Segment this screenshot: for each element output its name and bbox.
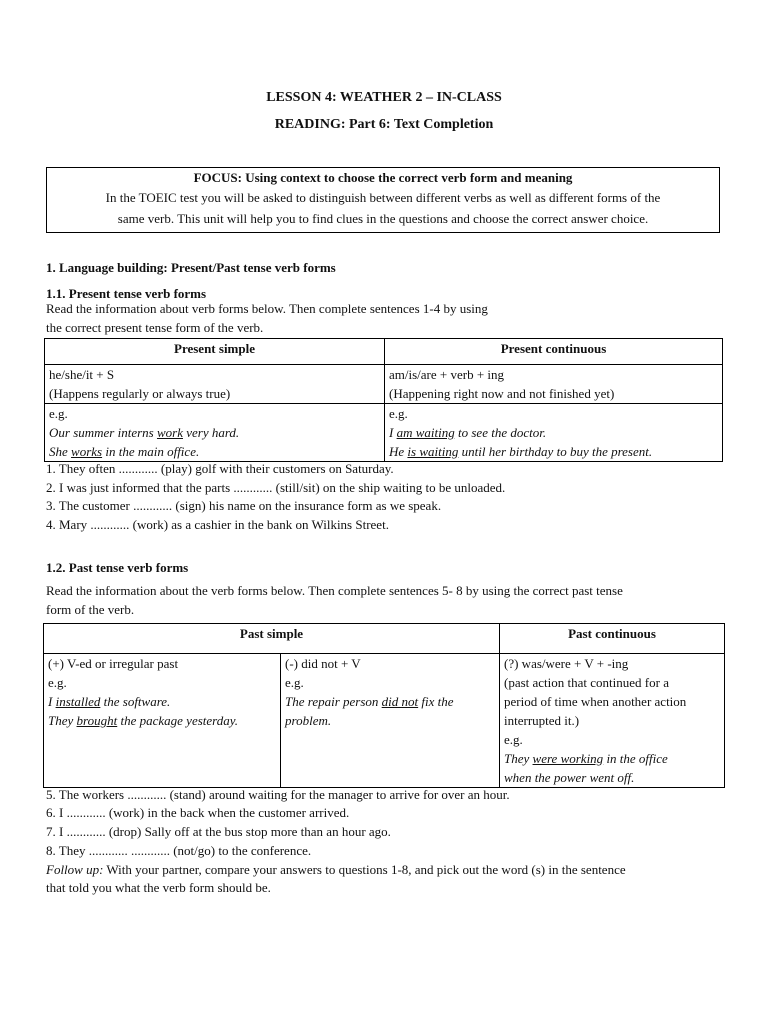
present-simple-header: Present simple	[45, 339, 385, 365]
focus-heading: FOCUS: Using context to choose the correct verb form and meaning	[193, 170, 573, 185]
section-1-1-intro-line-2: the correct present tense form of the verb.	[46, 320, 264, 335]
focus-body-line-1: In the TOEIC test you will be asked to distinguish between different verbs as well as different forms of the	[105, 190, 661, 205]
present-tense-table	[44, 338, 723, 462]
past-simple-negative: (-) did not + V e.g. The repair person did not fix the problem.	[281, 654, 500, 788]
present-simple-rule: he/she/it + S (Happens regularly or always true)	[45, 365, 385, 404]
past-simple-header: Past simple	[44, 624, 500, 654]
follow-up-line-1: Follow up: With your partner, compare your answers to questions 1-8, and pick out the word (s) in the sentence	[46, 862, 626, 877]
present-continuous-header: Present continuous	[385, 339, 723, 365]
sentence-2: 2. I was just informed that the parts ............ (still/sit) on the ship waiting to be unloaded.	[46, 480, 506, 495]
focus-body-line-2: same verb. This unit will help you to find clues in the questions and choose the correct answer choice.	[117, 211, 649, 226]
sentence-7: 7. I ............ (drop) Sally off at the bus stop more than an hour ago.	[46, 824, 391, 839]
section-1-heading: 1. Language building: Present/Past tense verb forms	[46, 260, 336, 275]
sentence-1: 1. They often ............ (play) golf with their customers on Saturday.	[46, 461, 394, 476]
follow-up-line-2: that told you what the verb form should be.	[46, 880, 271, 895]
sentence-8: 8. They ............ ............ (not/go) to the conference.	[46, 843, 312, 858]
section-1-2-intro-line-1: Read the information about the verb forms below. Then complete sentences 5- 8 by using the correct past tense	[46, 583, 623, 598]
focus-box	[46, 167, 720, 233]
past-continuous-rule: (?) was/were + V + -ing (past action that continued for a period of time when another action interrupted it.) e.g. They were working in the office when the power went off.	[500, 654, 725, 788]
section-1-2-intro-line-2: form of the verb.	[46, 602, 135, 617]
lesson-subtitle: READING: Part 6: Text Completion	[274, 117, 494, 132]
present-continuous-examples: e.g. I am waiting to see the doctor. He is waiting until her birthday to buy the present.	[385, 404, 723, 462]
present-simple-examples: e.g. Our summer interns work very hard. She works in the main office.	[45, 404, 385, 462]
present-continuous-rule: am/is/are + verb + ing (Happening right now and not finished yet)	[385, 365, 723, 404]
section-1-1-heading: 1.1. Present tense verb forms	[46, 286, 207, 301]
past-continuous-header: Past continuous	[500, 624, 725, 654]
section-1-1-intro-line-1: Read the information about verb forms below. Then complete sentences 1-4 by using	[46, 301, 488, 316]
follow-up-label: Follow up:	[46, 862, 104, 877]
sentence-5: 5. The workers ............ (stand) around waiting for the manager to arrive for over an hour.	[46, 787, 510, 802]
lesson-title: LESSON 4: WEATHER 2 – IN-CLASS	[266, 90, 502, 105]
sentence-4: 4. Mary ............ (work) as a cashier in the bank on Wilkins Street.	[46, 517, 389, 532]
past-tense-table	[43, 623, 725, 788]
section-1-2-heading: 1.2. Past tense verb forms	[46, 560, 189, 575]
sentence-6: 6. I ............ (work) in the back when the customer arrived.	[46, 805, 350, 820]
past-simple-positive: (+) V-ed or irregular past e.g. I installed the software. They brought the package yesterday.	[44, 654, 281, 788]
sentence-3: 3. The customer ............ (sign) his name on the insurance form as we speak.	[46, 498, 442, 513]
